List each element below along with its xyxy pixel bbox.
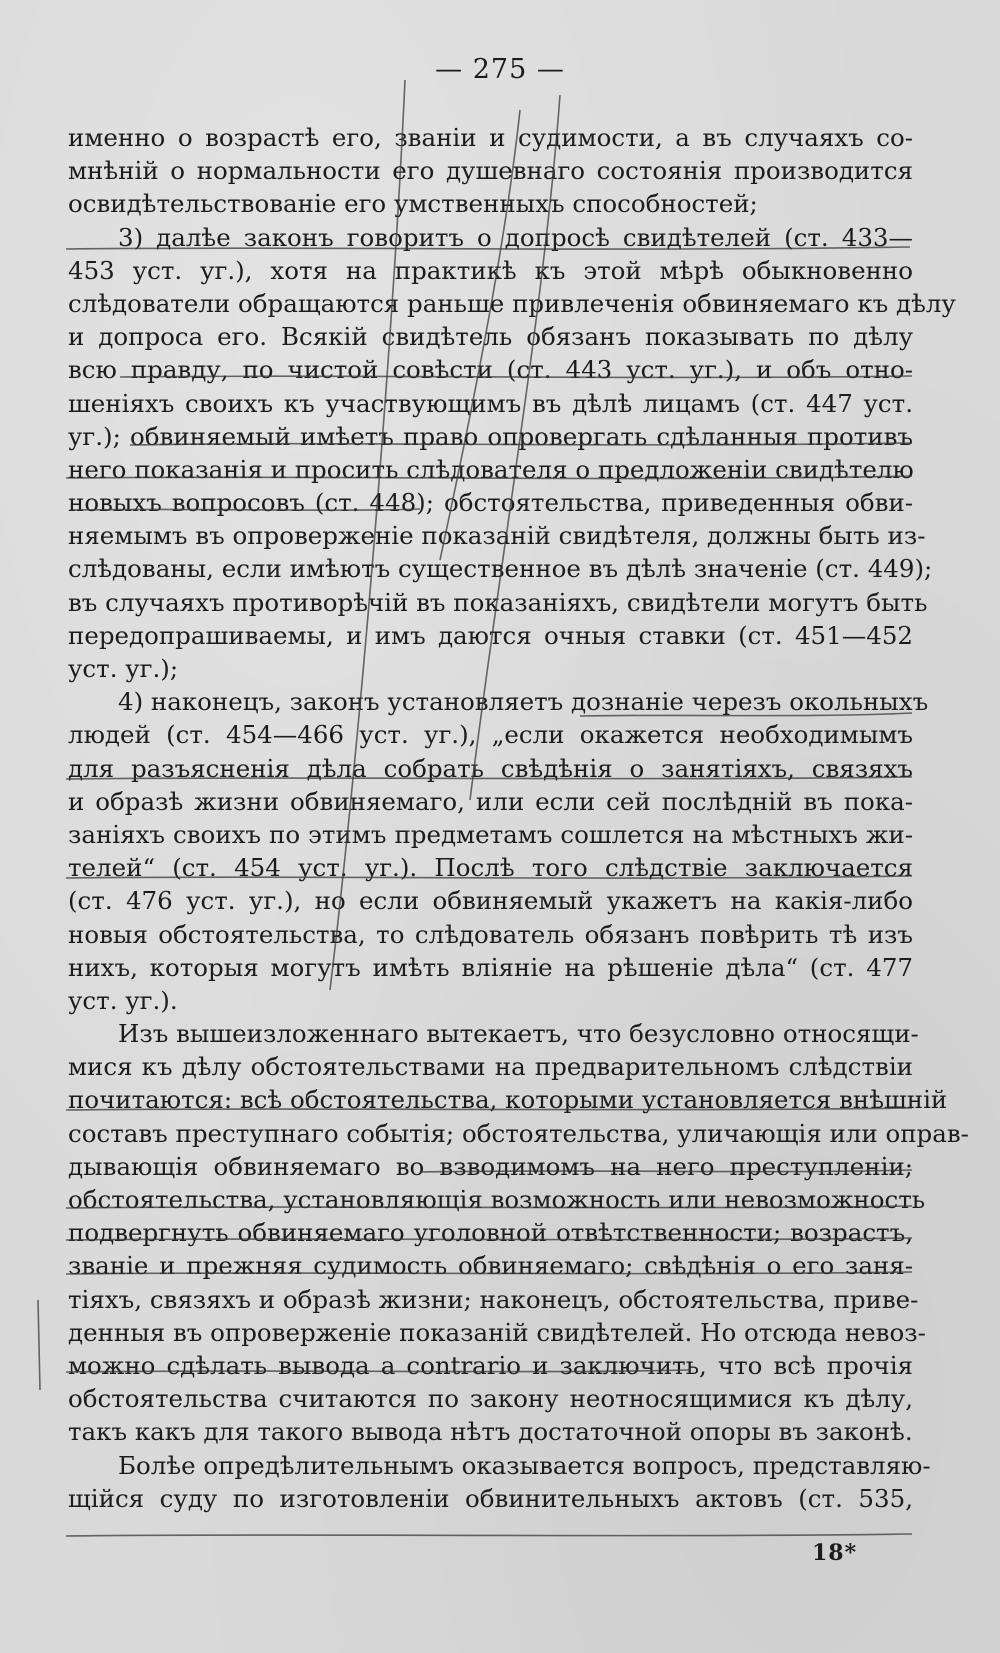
text-line: подвергнуть обвиняемаго уголовной отвѣтственности; возрастъ, <box>68 1218 913 1248</box>
page-number: — 275 — <box>435 54 565 85</box>
text-line: уст. уг.). <box>68 985 178 1015</box>
text-line: дывающія обвиняемаго во взводимомъ на него преступленіи; <box>68 1151 913 1181</box>
text-line: составъ преступнаго событія; обстоятельства, уличающія или оправ- <box>68 1118 969 1148</box>
text-line: денныя въ опроверженіе показаній свидѣтелей. Но отсюда невоз- <box>68 1317 926 1347</box>
signature-mark: 18* <box>812 1540 858 1566</box>
text-line: новыя обстоятельства, то слѣдователь обязанъ повѣрить тѣ изъ <box>68 919 913 949</box>
text-line: него показанія и просить слѣдователя о предложеніи свидѣтелю <box>68 454 914 484</box>
text-line: именно о возрастѣ его, званіи и судимости, а въ случаяхъ со- <box>68 123 913 152</box>
text-line: передопрашиваемы, и имъ даются очныя ставки (ст. 451—452 <box>68 620 913 650</box>
text-line: нихъ, которыя могутъ имѣть вліяніе на рѣшеніе дѣла“ (ст. 477 <box>68 952 913 982</box>
text-line: заніяхъ своихъ по этимъ предметамъ сошлется на мѣстныхъ жи- <box>68 819 913 849</box>
text-line: въ случаяхъ противорѣчій въ показаніяхъ, свидѣтели могутъ быть <box>68 587 928 617</box>
text-line: званіе и прежняя судимость обвиняемаго; свѣдѣнія о его заня- <box>68 1251 913 1281</box>
text-line: няемымъ въ опроверженіе показаній свидѣтеля, должны быть из- <box>68 521 926 551</box>
text-line: (ст. 476 уст. уг.), но если обвиняемый укажетъ на какія-либо <box>68 886 913 916</box>
text-line: такъ какъ для такого вывода нѣтъ достаточной опоры въ законѣ. <box>68 1417 913 1447</box>
text-line: щійся суду по изготовленіи обвинительныхъ актовъ (ст. 535, <box>68 1483 913 1513</box>
text-line: и образѣ жизни обвиняемаго, или если сей послѣдній въ пока- <box>68 786 913 816</box>
body-text <box>68 121 969 1515</box>
text-line: 453 уст. уг.), хотя на практикѣ къ этой мѣрѣ обыкновенно <box>68 255 913 285</box>
text-line: для разъясненія дѣла собрать свѣдѣнія о занятіяхъ, связяхъ <box>68 753 913 783</box>
text-line: шеніяхъ своихъ къ участвующимъ въ дѣлѣ лицамъ (ст. 447 уст. <box>68 388 913 418</box>
text-line: мнѣній о нормальности его душевнаго состоянія производится <box>68 156 913 186</box>
text-line: уст. уг.); <box>68 654 179 683</box>
text-line: почитаются: всѣ обстоятельства, которыми установляется внѣшній <box>68 1085 948 1115</box>
text-line: обстоятельства, установляющія возможность или невозможность <box>68 1185 926 1214</box>
text-line: и допроса его. Всякій свидѣтель обязанъ показывать по дѣлу <box>68 322 913 352</box>
text-line: мися къ дѣлу обстоятельствами на предварительномъ слѣдствіи <box>68 1052 913 1082</box>
text-line: тіяхъ, связяхъ и образѣ жизни; наконецъ, обстоятельства, приве- <box>68 1284 919 1314</box>
text-line: телей“ (ст. 454 уст. уг.). Послѣ того слѣдствіе заключается <box>68 853 913 883</box>
pencil-margin-mark <box>38 1300 40 1390</box>
text-line: слѣдователи обращаются раньше привлеченія обвиняемаго къ дѣлу <box>68 288 956 318</box>
text-line: всю правду, по чистой совѣсти (ст. 443 уст. уг.), и объ отно- <box>68 355 913 385</box>
text-line: обстоятельства считаются по закону неотносящимися къ дѣлу, <box>68 1384 913 1414</box>
text-line: уг.); обвиняемый имѣетъ право опровергать сдѣланныя противъ <box>68 421 913 451</box>
text-line: Болѣе опредѣлительнымъ оказывается вопросъ, представляю- <box>118 1450 931 1480</box>
text-line: Изъ вышеизложеннаго вытекаетъ, что безусловно относящи- <box>118 1019 919 1049</box>
text-line: слѣдованы, если имѣютъ существенное въ дѣлѣ значеніе (ст. 449); <box>68 554 933 584</box>
text-line: освидѣтельствованіе его умственныхъ способностей; <box>68 189 758 219</box>
text-line: людей (ст. 454—466 уст. уг.), „если окажется необходимымъ <box>68 720 913 750</box>
text-line: можно сдѣлать вывода a contrario и заключить, что всѣ прочія <box>68 1350 913 1380</box>
text-line: 4) наконецъ, законъ установляетъ дознаніе черезъ окольныхъ <box>118 687 929 717</box>
text-line: новыхъ вопросовъ (ст. 448); обстоятельства, приведенныя обви- <box>68 488 913 518</box>
text-line: 3) далѣе законъ говоритъ о допросѣ свидѣтелей (ст. 433— <box>118 222 913 252</box>
pencil-underline <box>66 1534 912 1536</box>
